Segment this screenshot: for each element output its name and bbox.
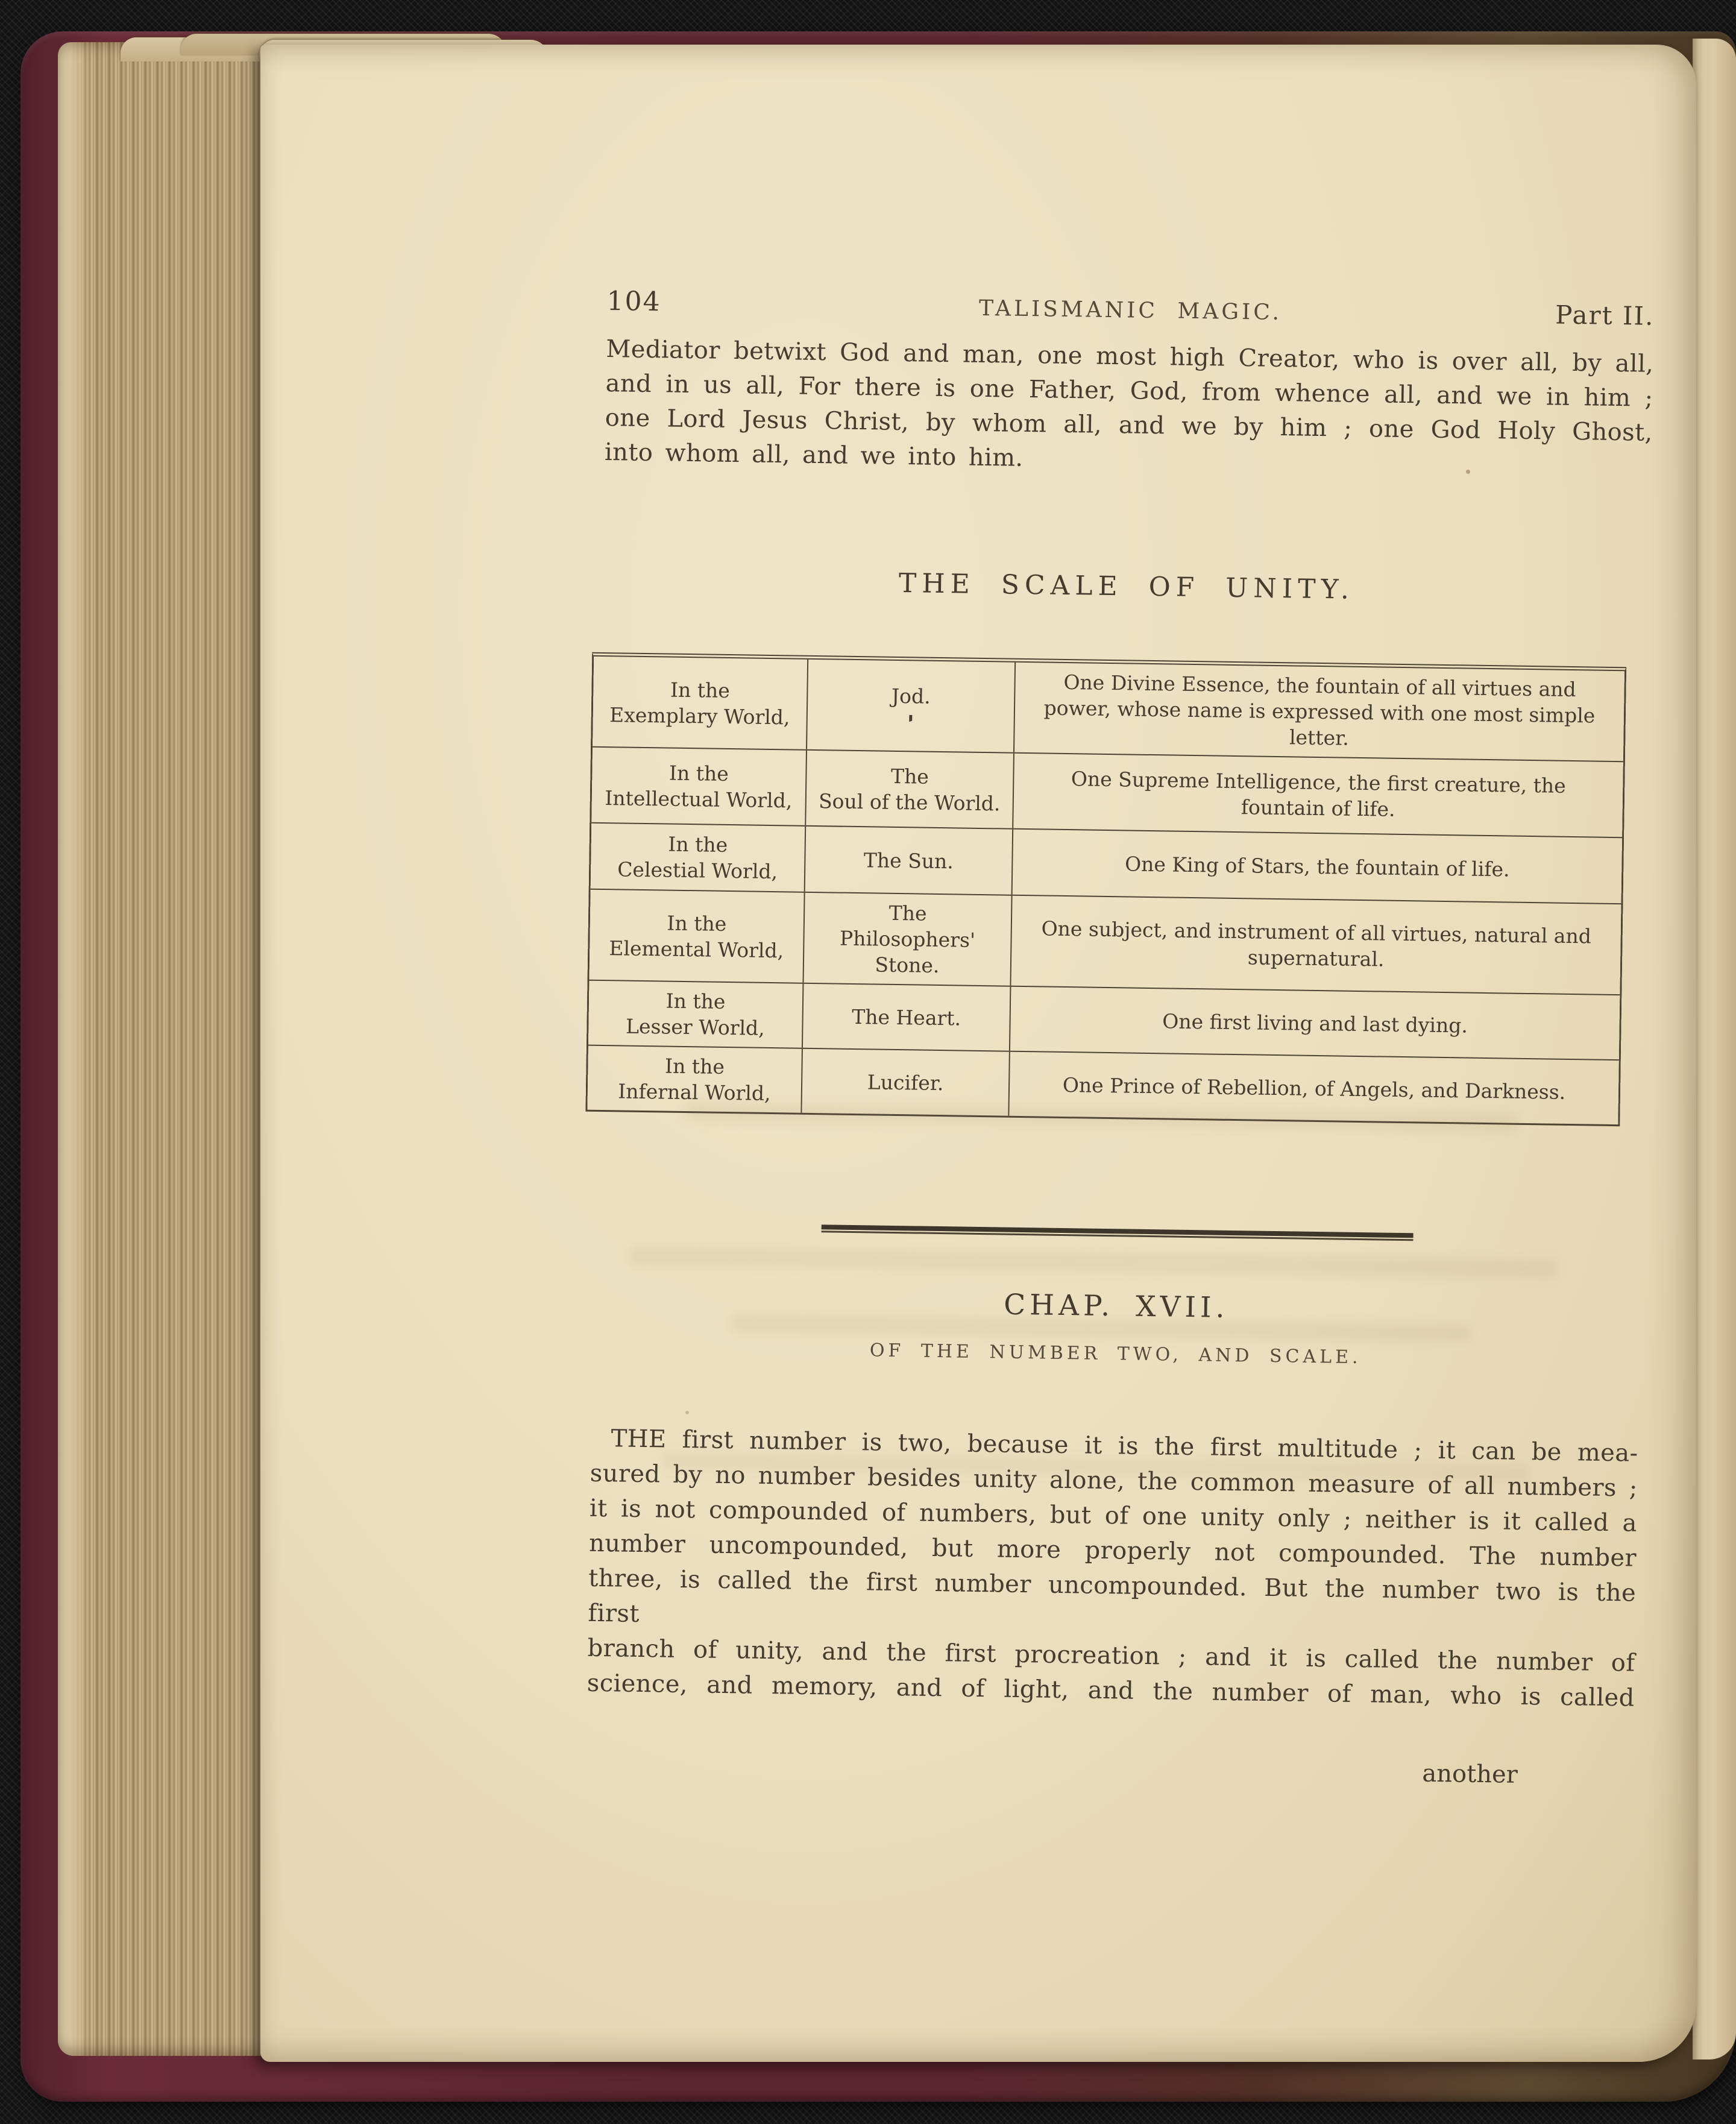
cell-line: In the	[664, 1054, 725, 1079]
section-heading-scale-of-unity: THE SCALE OF UNITY.	[898, 567, 1355, 605]
book-page	[260, 45, 1696, 2062]
cell-line: Soul of the World.	[818, 789, 1001, 816]
cell-line: Infernal World,	[617, 1079, 771, 1106]
meaning-cell	[1014, 663, 1624, 761]
symbol-cell	[804, 893, 1012, 986]
page-fore-edge	[58, 42, 266, 2056]
cell-line: The	[888, 901, 927, 925]
world-cell	[588, 981, 804, 1048]
cell-line: The	[890, 764, 929, 789]
paragraph-line: three, is called the first number uncompounded. But the number two is the first	[588, 1564, 1637, 1628]
paragraph-line: into whom all, and we into him.	[604, 438, 1024, 472]
paragraph-line: sured by no number besides unity alone, the common measure of all numbers ;	[590, 1459, 1638, 1502]
cell-line: In the	[668, 832, 728, 857]
cell-line: Lucifer.	[867, 1070, 944, 1095]
cell-line: One Supreme Intelligence, the first creature, the fountain of life.	[1071, 767, 1567, 821]
cell-line: Celestial World,	[617, 857, 778, 884]
page-header	[606, 286, 1655, 332]
facing-page-gutter	[1693, 39, 1736, 2059]
page-number: 104	[606, 286, 661, 318]
cell-line: Exemplary World,	[609, 702, 790, 729]
paragraph-line: science, and memory, and of light, and the number of man, who is called	[587, 1669, 1635, 1712]
table-row	[593, 657, 1624, 762]
meaning-cell	[1013, 830, 1622, 903]
cell-line: One first living and last dying.	[1162, 1009, 1468, 1038]
paragraph-line: number uncompounded, but more properly not compounded. The number	[588, 1529, 1637, 1572]
cell-line: Lesser World,	[625, 1014, 765, 1040]
cell-line: One Prince of Rebellion, of Angels, and Darkness.	[1062, 1073, 1566, 1104]
chapter-subtitle: OF THE NUMBER TWO, AND SCALE.	[869, 1340, 1362, 1369]
cell-line: The Heart.	[852, 1004, 961, 1030]
paragraph-line: Mediator betwixt God and man, one most high Creator, who is over all, by all,	[606, 335, 1654, 378]
cell-line: In the	[665, 989, 726, 1013]
section-divider-rule	[822, 1224, 1414, 1241]
meaning-cell	[1011, 896, 1621, 994]
symbol-cell	[805, 827, 1014, 895]
catchword: another	[1422, 1759, 1518, 1789]
show-through-smudge	[629, 1246, 1558, 1279]
cell-line: One subject, and instrument of all virtues, natural and supernatural.	[1041, 916, 1592, 971]
world-cell	[591, 748, 807, 825]
paragraph-line: THE first number is two, because it is the first multitude ; it can be mea-	[611, 1425, 1638, 1467]
chapter-heading: CHAP. XVII.	[1003, 1288, 1229, 1325]
cell-line: In the	[668, 761, 729, 786]
hebrew-yod-glyph: י	[908, 708, 914, 730]
part-label: Part II.	[1555, 300, 1655, 331]
cell-line: Intellectual World,	[605, 786, 793, 813]
scale-of-unity-table	[585, 652, 1626, 1126]
symbol-cell	[807, 660, 1016, 752]
cell-line: One King of Stars, the fountain of life.	[1124, 851, 1510, 881]
cell-line: Jod.	[891, 684, 931, 708]
symbol-cell	[806, 751, 1014, 828]
world-cell	[593, 657, 808, 749]
cell-line: The Sun.	[863, 848, 954, 873]
running-title: TALISMANIC MAGIC.	[978, 295, 1283, 326]
table-row	[590, 890, 1621, 995]
table-row	[591, 748, 1623, 838]
cell-line: Philosophers' Stone.	[839, 926, 976, 978]
paragraph-line: one Lord Jesus Christ, by whom all, and we by him ; one God Holy Ghost,	[605, 403, 1653, 447]
paragraph-line: it is not compounded of numbers, but of one unity only ; neither is it called a	[589, 1494, 1638, 1537]
symbol-cell	[803, 984, 1011, 1051]
world-cell	[591, 824, 807, 892]
cell-line: In the	[667, 911, 727, 936]
cell-line: In the	[670, 678, 731, 702]
intro-paragraph	[605, 332, 1654, 485]
printed-content	[586, 286, 1655, 1791]
cell-line: One Divine Essence, the fountain of all virtues and power, whose name is expressed with one most simple letter.	[1043, 670, 1596, 750]
paragraph-line: branch of unity, and the first procreation ; and it is called the number of	[587, 1634, 1635, 1677]
meaning-cell	[1013, 754, 1623, 837]
meaning-cell	[1010, 987, 1620, 1059]
world-cell	[590, 890, 805, 983]
paragraph-line: and in us all, For there is one Father, God, from whence all, and we in him ;	[605, 369, 1653, 412]
cell-line: Elemental World,	[609, 936, 784, 962]
